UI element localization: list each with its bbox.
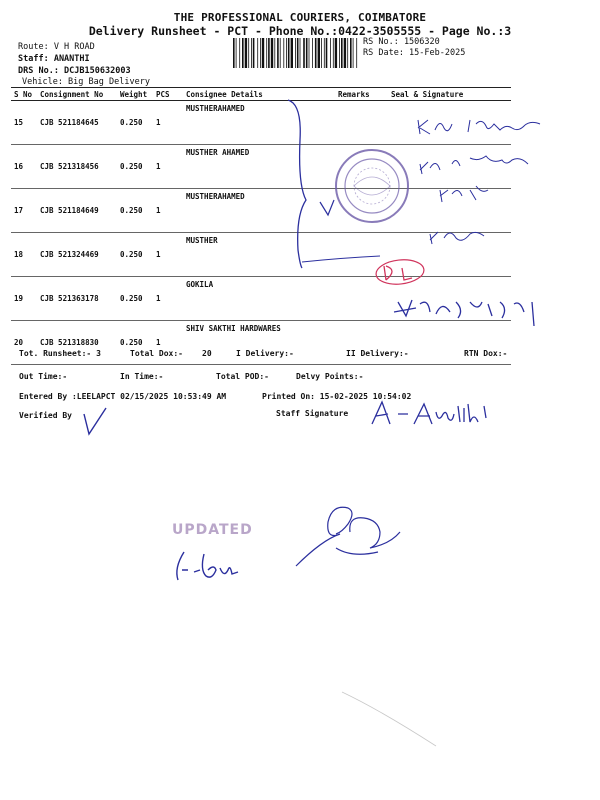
cell-pcs: 1 <box>153 321 183 365</box>
col-header-sno: S No <box>11 88 37 101</box>
vehicle-label: Vehicle: Big Bag Delivery <box>22 77 150 87</box>
col-header-pcs: PCS <box>153 88 183 101</box>
total-runsheet: Tot. Runsheet:- 3 <box>19 349 101 358</box>
staff-label: Staff: ANANTHI <box>18 54 90 64</box>
total-dox-label: Total Dox:- <box>130 349 183 358</box>
cell-sno: 15 <box>11 101 37 145</box>
cell-weight: 0.250 <box>117 189 153 233</box>
printed-on: Printed On: 15-02-2025 10:54:02 <box>262 392 412 401</box>
updated-stamp: UPDATED <box>172 522 253 538</box>
in-time-label: In Time:- <box>120 372 164 381</box>
cell-consignee: GOKILA <box>183 277 335 321</box>
col-header-consignee: Consignee Details <box>183 88 335 101</box>
i-delivery-label: I Delivery:- <box>236 349 294 358</box>
cell-consignment: CJB 521318830 <box>37 321 117 365</box>
runsheet-subtitle: Delivery Runsheet - PCT - Phone No.:0422-3505555 - Page No.:3 <box>88 24 512 38</box>
large-handwritten-signature <box>292 500 408 570</box>
cell-consignee: MUSTHER <box>183 233 335 277</box>
cell-pcs: 1 <box>153 145 183 189</box>
col-header-weight: Weight <box>117 88 153 101</box>
ii-delivery-label: II Delivery:- <box>346 349 409 358</box>
faint-pencil-line <box>340 690 440 750</box>
cell-consignment: CJB 521324469 <box>37 233 117 277</box>
entered-by: Entered By :LEELAPCT 02/15/2025 10:53:49 AM <box>19 392 227 401</box>
staff-signature-label: Staff Signature <box>276 409 349 418</box>
route-label: Route: V H ROAD <box>18 42 95 52</box>
cell-pcs: 1 <box>153 189 183 233</box>
col-header-seal-signature: Seal & Signature <box>375 88 511 101</box>
out-time-label: Out Time:- <box>19 372 68 381</box>
verified-tick-mark <box>80 404 110 440</box>
cell-consignee: SHIV SAKTHI HARDWARES <box>183 321 335 365</box>
company-title: THE PROFESSIONAL COURIERS, COIMBATORE <box>173 11 427 24</box>
cell-sno: 19 <box>11 277 37 321</box>
cell-pcs: 1 <box>153 101 183 145</box>
rs-number: RS No.: 1506320 <box>363 37 440 47</box>
cell-consignee: MUSTHERAHAMED <box>183 189 335 233</box>
cell-weight: 0.250 <box>117 101 153 145</box>
cell-weight: 0.250 <box>117 145 153 189</box>
initials-signature <box>172 548 244 584</box>
cell-pcs: 1 <box>153 233 183 277</box>
cell-sno: 20 <box>11 321 37 365</box>
verified-by-label: Verified By <box>19 411 72 420</box>
cell-sno: 16 <box>11 145 37 189</box>
cell-consignee: MUSTHERAHAMED <box>183 101 335 145</box>
cell-weight: 0.250 <box>117 233 153 277</box>
cell-consignment: CJB 521318456 <box>37 145 117 189</box>
rs-date: RS Date: 15-Feb-2025 <box>363 48 466 58</box>
cell-sno: 18 <box>11 233 37 277</box>
total-dox-value: 20 <box>202 349 212 358</box>
cell-consignee: MUSTHER AHAMED <box>183 145 335 189</box>
cell-pcs: 1 <box>153 277 183 321</box>
rtn-dox-label: RTN Dox:- <box>464 349 508 358</box>
staff-handwritten-signature <box>368 398 498 430</box>
cell-weight: 0.250 <box>117 321 153 365</box>
cell-consignment: CJB 521184645 <box>37 101 117 145</box>
delvy-points-label: Delvy Points:- <box>296 372 364 381</box>
cell-weight: 0.250 <box>117 277 153 321</box>
barcode <box>232 38 358 68</box>
drs-number: DRS No.: DCJB150632003 <box>18 66 131 76</box>
cell-consignment: CJB 521363178 <box>37 277 117 321</box>
col-header-consignment: Consignment No <box>37 88 117 101</box>
handwritten-marks <box>280 90 590 340</box>
cell-sno: 17 <box>11 189 37 233</box>
cell-consignment: CJB 521184649 <box>37 189 117 233</box>
col-header-remarks: Remarks <box>335 88 375 101</box>
total-pod-label: Total POD:- <box>216 372 269 381</box>
